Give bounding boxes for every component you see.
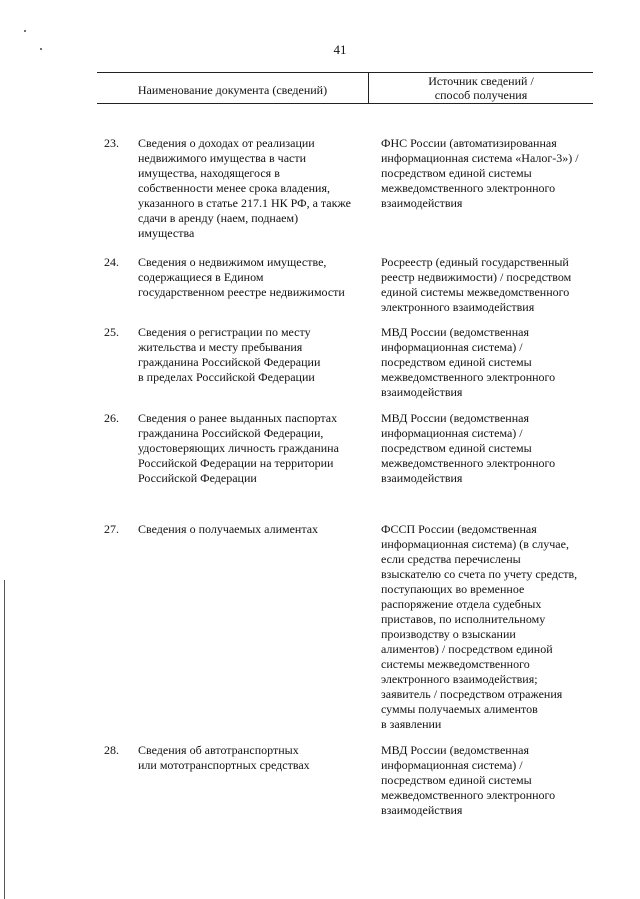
row-number: 23. — [104, 136, 119, 150]
scan-margin-line — [4, 580, 5, 899]
row-document-name: Сведения о получаемых алиментах — [138, 522, 319, 536]
row-number: 25. — [104, 325, 119, 339]
row-source: МВД России (ведомственная информационная система) / посредством единой системы межведомственного электронного взаимодействия — [381, 411, 556, 485]
row-source: ФССП России (ведомственная информационная система) (в случае, если средства перечислены взыскателю со счета по учету средств, поступающих во временное распоряжение отдела судебных приставов, по исполнительному производству о взыскании алиментов) / посредством единой системы межведомственного электронного взаимодействия; заявитель / посредством отражения суммы получаемых алиментов в заявлении — [381, 522, 578, 731]
header-bottom-rule — [97, 103, 593, 104]
header-source: Источник сведений / способ получения — [428, 74, 534, 102]
header-top-rule — [97, 72, 593, 73]
row-document-name: Сведения о недвижимом имуществе, содержащиеся в Едином государственном реестре недвижимости — [138, 255, 345, 299]
row-source: Росреестр (единый государственный реестр недвижимости) / посредством единой системы межведомственного электронного взаимодействия — [381, 255, 572, 314]
row-document-name: Сведения об автотранспортных или мототранспортных средствах — [138, 743, 310, 772]
scan-speck — [24, 30, 26, 32]
row-document-name: Сведения о ранее выданных паспортах гражданина Российской Федерации, удостоверяющих личность гражданина Российской Федерации на территории Российской Федерации — [138, 411, 339, 485]
row-source: МВД России (ведомственная информационная система) / посредством единой системы межведомственного электронного взаимодействия — [381, 325, 556, 399]
header-document-name: Наименование документа (сведений) — [137, 83, 328, 97]
row-number: 26. — [104, 411, 119, 425]
row-source: ФНС России (автоматизированная информационная система «Налог-3») / посредством единой системы межведомственного электронного взаимодействия — [381, 136, 579, 210]
row-number: 24. — [104, 255, 119, 269]
page-number: 41 — [333, 42, 347, 57]
row-number: 28. — [104, 743, 119, 757]
row-document-name: Сведения о регистрации по месту жительства и месту пребывания гражданина Российской Федерации в пределах Российской Федерации — [138, 325, 321, 384]
row-number: 27. — [104, 522, 119, 536]
row-document-name: Сведения о доходах от реализации недвижимого имущества в части имущества, находящегося в собственности менее срока владения, указанного в статье 217.1 НК РФ, а также сдачи в аренду (наем, поднаем) имущества — [138, 136, 351, 240]
row-source: МВД России (ведомственная информационная система) / посредством единой системы межведомственного электронного взаимодействия — [381, 743, 556, 817]
